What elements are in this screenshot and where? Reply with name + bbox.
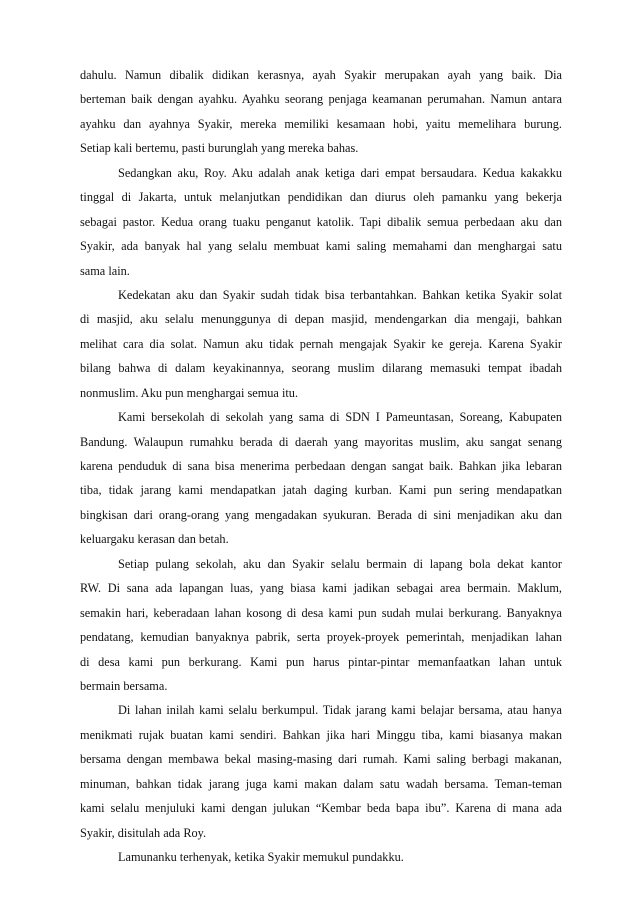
text-line: bersama dengan membawa bekal masing-masing dari rumah. Kami saling berbagi makanan, [80,752,562,767]
text-line: tinggal di Jakarta, untuk melanjutkan pendidikan dan diurus oleh pamanku yang bekerja [80,190,562,205]
text-line: Kami bersekolah di sekolah yang sama di SDN I Pameuntasan, Soreang, Kabupaten [118,410,562,425]
document-page [80,63,562,869]
text-line: Syakir, disitulah ada Roy. [80,825,207,840]
text-line: sama lain. [80,263,130,278]
text-line: Bandung. Walaupun rumahku berada di daerah yang mayoritas muslim, aku sangat senang [80,434,562,449]
text-line: di desa kami pun berkurang. Kami pun harus pintar-pintar memanfaatkan lahan untuk [80,654,562,669]
text-line: Setiap pulang sekolah, aku dan Syakir selalu bermain di lapang bola dekat kantor [118,556,562,571]
text-line: semakin hari, keberadaan lahan kosong di desa kami pun sudah mulai berkurang. Banyaknya [80,605,562,620]
text-line: Lamunanku terhenyak, ketika Syakir memukul pundakku. [118,850,404,864]
text-line: bermain bersama. [80,678,168,693]
text-line: kami selalu menjuluki kami dengan julukan “Kembar beda bapa ibu”. Karena di mana ada [80,801,562,816]
text-line: pendatang, kemudian banyaknya pabrik, serta proyek-proyek pemerintah, menjadikan lahan [80,630,562,645]
text-line: Sedangkan aku, Roy. Aku adalah anak ketiga dari empat bersaudara. Kedua kakakku [118,165,562,180]
text-line: nonmuslim. Aku pun menghargai semua itu. [80,385,299,400]
text-line: bilang bahwa di dalam keyakinannya, seorang muslim dilarang memasuki tempat ibadah [80,361,562,376]
text-line: di masjid, aku selalu menunggunya di depan masjid, mendengarkan dia mengaji, bahkan [80,312,562,327]
text-line: keluargaku kerasan dan betah. [80,532,229,547]
text-line: Syakir, ada banyak hal yang selalu membuat kami saling memahami dan menghargai satu [80,239,562,254]
text-line: minuman, bahkan tidak jarang juga kami makan dalam satu wadah bersama. Teman-teman [80,776,562,791]
text-line: karena penduduk di sana bisa menerima perbedaan dengan sangat baik. Bahkan jika lebaran [80,459,562,473]
text-line: RW. Di sana ada lapangan luas, yang biasa kami jadikan sebagai area bermain. Maklum, [80,581,562,596]
text-line: menikmati rujak buatan kami sendiri. Bahkan jika hari Minggu tiba, kami biasanya makan [80,727,562,742]
text-line: melihat cara dia solat. Namun aku tidak pernah mengajak Syakir ke gereja. Karena Syakir [80,336,562,351]
text-line: bingkisan dari orang-orang yang mengadakan syukuran. Berada di sini menjadikan aku dan [80,507,562,522]
text-line: Kedekatan aku dan Syakir sudah tidak bisa terbantahkan. Bahkan ketika Syakir solat [118,287,562,302]
text-line: tiba, tidak jarang kami mendapatkan jatah daging kurban. Kami pun sering mendapatkan [80,483,562,498]
text-line: ayahku dan ayahnya Syakir, mereka memiliki kesamaan hobi, yaitu memelihara burung. [80,116,562,131]
text-line: Di lahan inilah kami selalu berkumpul. Tidak jarang kami belajar bersama, atau hanya [118,703,562,718]
text-line: sebagai pastor. Kedua orang tuaku penganut katolik. Tapi dibalik semua perbedaan aku dan [80,214,562,229]
text-line: berteman baik dengan ayahku. Ayahku seorang penjaga keamanan perumahan. Namun antara [80,92,562,107]
text-line: dahulu. Namun dibalik didikan kerasnya, ayah Syakir merupakan ayah yang baik. Dia [80,68,562,82]
text-line: Setiap kali bertemu, pasti burunglah yang mereka bahas. [80,141,359,156]
